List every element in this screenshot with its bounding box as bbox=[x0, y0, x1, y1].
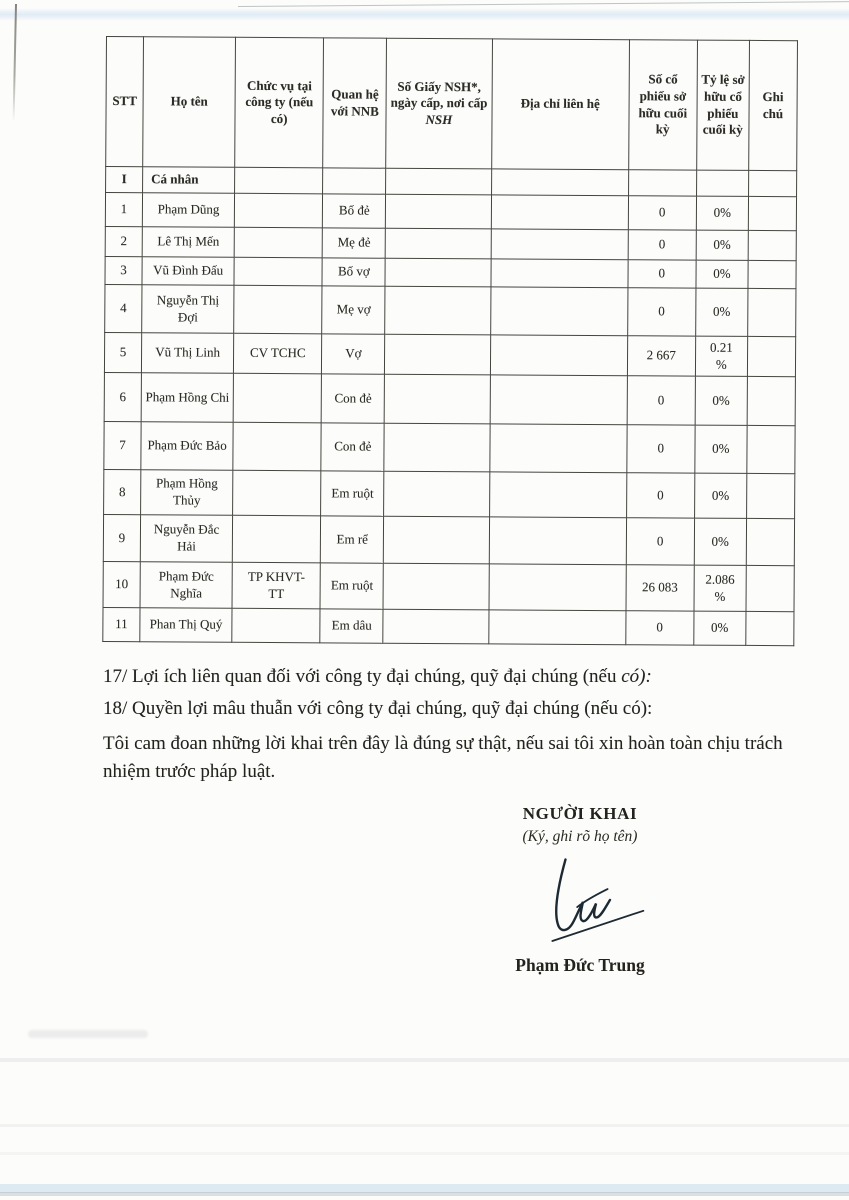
table-row bbox=[103, 514, 794, 565]
table-cell-empty bbox=[323, 168, 386, 194]
cell-name: Lê Thị Mến bbox=[142, 227, 234, 258]
cell-shares: 0 bbox=[625, 611, 693, 645]
cell-note bbox=[748, 230, 796, 260]
cell-ratio: 0% bbox=[695, 425, 747, 473]
section-label: Cá nhân bbox=[143, 167, 235, 194]
cell-address bbox=[490, 335, 627, 376]
cell-note bbox=[747, 336, 795, 376]
cell-position bbox=[232, 608, 320, 643]
cell-name: Nguyễn Thị Đợi bbox=[142, 285, 234, 334]
cell-name: Vũ Đình Đấu bbox=[142, 257, 234, 286]
scan-blue-band-artifact bbox=[0, 8, 849, 21]
table-row bbox=[105, 284, 796, 336]
cell-relation: Bố vợ bbox=[322, 258, 385, 286]
cell-relation: Mẹ vợ bbox=[322, 286, 385, 334]
header-ratio: Tỷ lệ sở hữu cổ phiếu cuối kỳ bbox=[696, 40, 749, 170]
cell-name: Phạm Đức Bảo bbox=[141, 422, 233, 471]
cell-shares: 0 bbox=[627, 425, 695, 473]
cell-shares: 26 083 bbox=[626, 565, 694, 611]
cell-relation: Em dâu bbox=[320, 609, 383, 643]
cell-name: Vũ Thị Linh bbox=[141, 333, 233, 374]
cell-stt: 7 bbox=[104, 421, 141, 469]
table-row bbox=[104, 332, 795, 376]
notes-section bbox=[103, 662, 811, 786]
cell-name: Phạm Đức Nghĩa bbox=[140, 562, 232, 609]
cell-stt: 6 bbox=[104, 372, 141, 421]
cell-relation: Em ruột bbox=[320, 563, 383, 609]
cell-address bbox=[488, 610, 625, 645]
cell-license bbox=[383, 609, 488, 644]
commitment-statement: Tôi cam đoan những lời khai trên đây là đúng sự thật, nếu sai tôi xin hoàn toàn chịu trách nhiệm trước pháp luật. bbox=[103, 733, 783, 782]
table-cell-empty bbox=[386, 168, 491, 195]
table-row bbox=[104, 372, 795, 425]
cell-ratio: 0% bbox=[696, 230, 748, 260]
table-header-row bbox=[106, 37, 798, 171]
cell-address bbox=[491, 229, 628, 260]
cell-license bbox=[383, 563, 488, 610]
cell-position: TP KHVT- TT bbox=[232, 562, 320, 609]
cell-name: Phạm Hồng Thủy bbox=[141, 470, 233, 516]
header-position: Chức vụ tại công ty (nếu có) bbox=[235, 37, 324, 168]
header-name: Họ tên bbox=[143, 37, 236, 168]
cell-relation: Con đẻ bbox=[321, 423, 384, 471]
cell-position bbox=[234, 285, 322, 334]
cell-shares: 0 bbox=[628, 196, 696, 230]
scan-bottom-band-artifact bbox=[0, 1192, 849, 1196]
cell-address bbox=[490, 287, 627, 336]
cell-address bbox=[489, 564, 626, 611]
cell-stt: 2 bbox=[105, 226, 142, 256]
scan-streak-artifact bbox=[0, 1124, 849, 1127]
cell-license bbox=[385, 374, 490, 424]
cell-shares: 0 bbox=[627, 376, 695, 425]
cell-position bbox=[233, 422, 321, 471]
cell-name: Phan Thị Quý bbox=[140, 608, 232, 643]
cell-ratio: 2.086 % bbox=[694, 565, 746, 611]
cell-license bbox=[386, 228, 491, 259]
signer-name: Phạm Đức Trung bbox=[515, 955, 645, 975]
note-17-text: 17/ Lợi ích liên quan đối với công ty đại chúng, quỹ đại chúng (nếu bbox=[103, 666, 622, 687]
table-cell-empty bbox=[235, 167, 323, 194]
cell-ratio: 0% bbox=[696, 196, 748, 230]
cell-relation: Vợ bbox=[322, 334, 385, 374]
section-stt: I bbox=[106, 167, 143, 193]
table-cell-empty bbox=[628, 170, 696, 196]
cell-license bbox=[385, 334, 490, 375]
cell-stt: 5 bbox=[104, 332, 141, 372]
cell-shares: 0 bbox=[626, 518, 694, 565]
cell-name: Nguyễn Đắc Hải bbox=[140, 515, 232, 563]
cell-shares: 0 bbox=[628, 260, 696, 288]
cell-note bbox=[747, 376, 795, 425]
cell-address bbox=[489, 424, 626, 473]
cell-note bbox=[746, 473, 794, 518]
cell-name: Phạm Hồng Chi bbox=[141, 373, 233, 423]
note-17-italic: có): bbox=[621, 666, 652, 687]
table-row bbox=[105, 256, 796, 288]
cell-shares: 0 bbox=[627, 288, 695, 336]
cell-note bbox=[746, 611, 794, 645]
scan-bottom-band-artifact bbox=[0, 1184, 849, 1193]
cell-license bbox=[385, 258, 490, 287]
table-row bbox=[103, 607, 794, 645]
cell-stt: 9 bbox=[103, 514, 140, 561]
cell-note bbox=[746, 565, 794, 611]
cell-shares: 0 bbox=[628, 230, 696, 260]
header-note: Ghi chú bbox=[749, 40, 798, 170]
cell-position bbox=[235, 193, 323, 228]
cell-note bbox=[748, 288, 796, 336]
cell-note bbox=[746, 518, 794, 565]
table-cell-empty bbox=[491, 169, 628, 196]
cell-shares: 2 667 bbox=[627, 336, 695, 376]
cell-relation: Mẹ đẻ bbox=[322, 228, 385, 258]
cell-address bbox=[489, 517, 626, 565]
header-license-main: Số Giấy NSH*, ngày cấp, nơi cấp bbox=[390, 78, 488, 111]
cell-ratio: 0.21 % bbox=[695, 336, 747, 376]
cell-stt: 10 bbox=[103, 561, 140, 607]
header-shares: Số cổ phiếu sở hữu cuối kỳ bbox=[628, 40, 697, 170]
cell-stt: 11 bbox=[103, 607, 140, 641]
header-license-italic: NSH bbox=[425, 111, 453, 127]
header-stt: STT bbox=[106, 37, 144, 167]
cell-ratio: 0% bbox=[695, 288, 747, 336]
cell-note bbox=[747, 425, 795, 473]
table-row bbox=[103, 561, 794, 611]
cell-ratio: 0% bbox=[694, 518, 746, 565]
scan-edge-line-artifact bbox=[238, 1, 849, 7]
cell-name: Phạm Dũng bbox=[142, 193, 234, 228]
pencil-mark-artifact bbox=[13, 4, 17, 122]
table-row bbox=[105, 193, 796, 231]
cell-ratio: 0% bbox=[694, 473, 746, 518]
table-row bbox=[104, 469, 795, 518]
cell-relation: Con đẻ bbox=[321, 374, 384, 423]
header-address: Địa chỉ liên hệ bbox=[491, 39, 629, 170]
relatives-shareholding-table bbox=[102, 36, 798, 646]
cell-position bbox=[234, 257, 322, 286]
cell-address bbox=[489, 472, 626, 518]
cell-stt: 3 bbox=[105, 256, 142, 284]
note-item-17 bbox=[103, 662, 811, 692]
scan-streak-artifact bbox=[0, 1152, 849, 1155]
cell-license bbox=[384, 516, 489, 564]
cell-ratio: 0% bbox=[695, 376, 747, 425]
cell-note bbox=[748, 196, 796, 230]
cell-ratio: 0% bbox=[694, 611, 746, 645]
table-cell-empty bbox=[748, 170, 796, 196]
header-license bbox=[386, 38, 492, 169]
table-row bbox=[104, 421, 795, 473]
cell-shares: 0 bbox=[626, 473, 694, 518]
cell-ratio: 0% bbox=[696, 260, 748, 288]
cell-license bbox=[386, 194, 491, 229]
header-relation: Quan hệ với NNB bbox=[323, 38, 387, 168]
handwritten-signature bbox=[503, 853, 656, 950]
cell-position bbox=[234, 227, 322, 258]
cell-position bbox=[233, 470, 321, 516]
signature-instruction: (Ký, ghi rõ họ tên) bbox=[522, 828, 638, 845]
cell-stt: 1 bbox=[105, 193, 142, 227]
scan-smudge-artifact bbox=[28, 1030, 148, 1038]
cell-position: CV TCHC bbox=[234, 333, 322, 374]
signature-block bbox=[430, 804, 730, 976]
cell-note bbox=[748, 260, 796, 288]
cell-position bbox=[233, 373, 321, 423]
cell-license bbox=[384, 423, 489, 472]
signer-role-title: NGƯỜI KHAI bbox=[522, 804, 638, 823]
cell-address bbox=[490, 259, 627, 288]
scan-streak-artifact bbox=[0, 1058, 849, 1062]
cell-address bbox=[490, 375, 627, 425]
cell-address bbox=[491, 195, 628, 230]
cell-position bbox=[232, 515, 320, 563]
cell-license bbox=[384, 471, 489, 517]
table-row bbox=[105, 226, 796, 260]
cell-stt: 4 bbox=[105, 284, 142, 332]
cell-license bbox=[385, 286, 490, 335]
cell-stt: 8 bbox=[104, 469, 141, 514]
cell-relation: Em ruột bbox=[321, 471, 384, 516]
cell-relation: Bố đẻ bbox=[323, 194, 386, 228]
cell-relation: Em rể bbox=[321, 516, 384, 563]
note-item-18: 18/ Quyền lợi mâu thuẫn với công ty đại chúng, quỹ đại chúng (nếu có): bbox=[103, 698, 653, 719]
table-cell-empty bbox=[696, 170, 748, 196]
